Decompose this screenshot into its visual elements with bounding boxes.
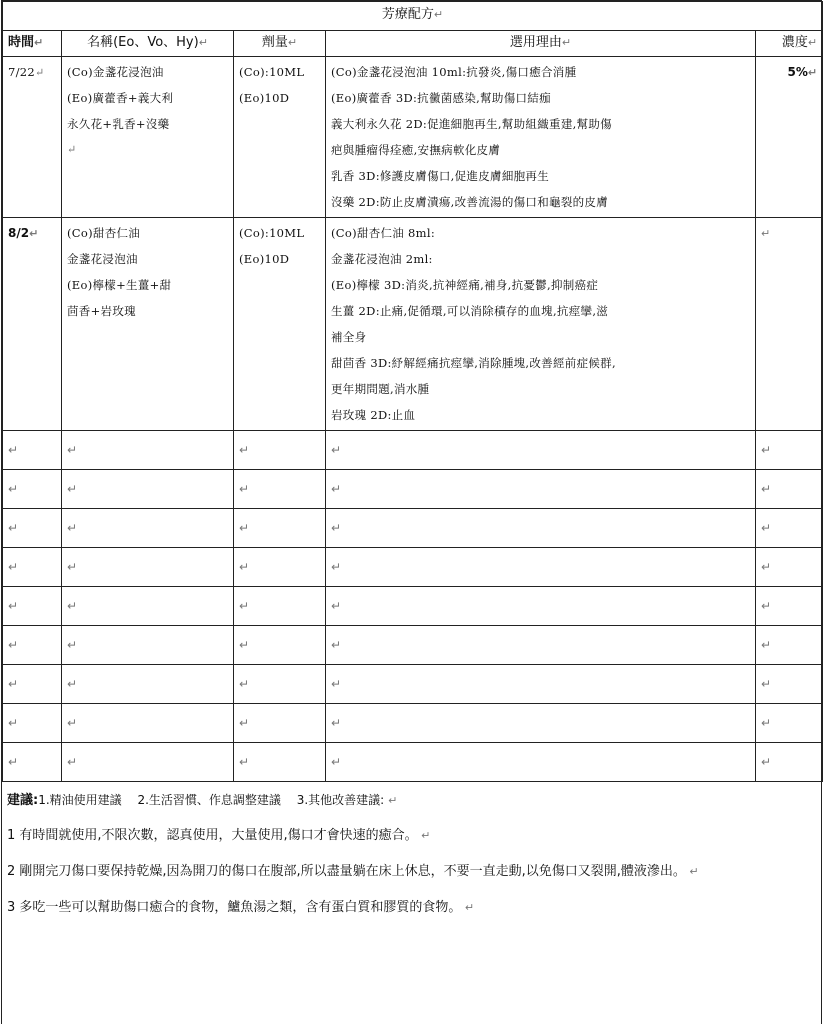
advice-section (2, 782, 821, 919)
reason-line: 沒藥 2D:防止皮膚潰瘍,改善流湯的傷口和龜裂的皮膚 (331, 195, 609, 209)
reason-line: (Eo)廣藿香 3D:抗黴菌感染,幫助傷口結痂 (331, 91, 551, 105)
empty-cell: ↵ (234, 548, 326, 587)
reason-line: 岩玫瑰 2D:止血 (331, 408, 416, 422)
concentration-text: 5% (787, 65, 808, 79)
paragraph-mark-icon: ↵ (417, 829, 431, 842)
empty-cell: ↵ (3, 587, 62, 626)
empty-cell: ↵ (756, 704, 823, 743)
reason-line: 義大利永久花 2D:促進細胞再生,幫助組織重建,幫助傷 (331, 117, 612, 131)
empty-row (3, 470, 823, 509)
empty-cell: ↵ (3, 548, 62, 587)
header-name (62, 31, 234, 57)
name-line: 金盞花浸泡油 (67, 252, 138, 266)
empty-cell: ↵ (756, 431, 823, 470)
row-concentration (756, 218, 823, 431)
paragraph-mark-icon: ↵ (35, 66, 45, 79)
empty-row (3, 743, 823, 782)
advice-heading (7, 790, 816, 811)
paragraph-mark-icon: ↵ (807, 36, 818, 49)
name-line: (Co)金盞花浸泡油 (67, 65, 164, 79)
paragraph-mark-icon: ↵ (287, 36, 298, 49)
empty-cell: ↵ (62, 548, 234, 587)
empty-row (3, 509, 823, 548)
empty-cell: ↵ (326, 626, 756, 665)
empty-cell: ↵ (62, 470, 234, 509)
paragraph-mark-icon: ↵ (34, 36, 44, 49)
paragraph-mark-icon: ↵ (561, 36, 572, 49)
advice-item-text: 2 剛開完刀傷口要保持乾燥,因為開刀的傷口在腹部,所以盡量躺在床上休息，不要一直走動,以免傷口又裂開,體液滲出。 (7, 864, 686, 879)
header-concentration-text: 濃度 (781, 35, 808, 50)
dosage-line: (Eo)10D (239, 91, 290, 105)
empty-row (3, 704, 823, 743)
empty-cell: ↵ (3, 509, 62, 548)
empty-cell: ↵ (62, 509, 234, 548)
document-page (1, 0, 822, 1024)
row-dosage (234, 57, 326, 218)
empty-cell: ↵ (756, 626, 823, 665)
row-dosage (234, 218, 326, 431)
paragraph-mark-icon: ↵ (461, 901, 475, 914)
empty-cell: ↵ (3, 626, 62, 665)
empty-cell: ↵ (62, 431, 234, 470)
empty-cell: ↵ (756, 470, 823, 509)
empty-cell: ↵ (62, 704, 234, 743)
empty-cell: ↵ (326, 470, 756, 509)
header-concentration (756, 31, 823, 57)
empty-cell: ↵ (234, 587, 326, 626)
reason-line: 疤與腫瘤得痊癒,安撫病軟化皮膚 (331, 143, 501, 157)
empty-cell: ↵ (756, 665, 823, 704)
header-date (3, 31, 62, 57)
empty-cell: ↵ (62, 626, 234, 665)
advice-item (7, 897, 816, 919)
empty-cell: ↵ (3, 470, 62, 509)
empty-row (3, 431, 823, 470)
reason-line: (Co)金盞花浸泡油 10ml:抗發炎,傷口癒合消腫 (331, 65, 577, 79)
empty-cell: ↵ (234, 431, 326, 470)
header-date-text: 時間 (8, 35, 35, 50)
advice-item-text: 1 有時間就使用,不限次數，認真使用，大量使用,傷口才會快速的癒合。 (7, 828, 418, 843)
advice-item (7, 825, 816, 847)
row-reasons (326, 57, 756, 218)
header-reason-text: 選用理由 (509, 35, 562, 50)
row-date (3, 218, 62, 431)
aromatherapy-table (2, 1, 823, 782)
empty-cell: ↵ (62, 665, 234, 704)
paragraph-mark-icon: ↵ (807, 66, 818, 79)
reason-line: (Co)甜杏仁油 8ml: (331, 226, 436, 240)
dosage-line: (Co):10ML (239, 65, 305, 79)
advice-item-text: 3 多吃一些可以幫助傷口癒合的食物，鱸魚湯之類，含有蛋白質和膠質的食物。 (7, 900, 462, 915)
empty-cell: ↵ (234, 470, 326, 509)
paragraph-mark-icon: ↵ (685, 865, 699, 878)
table-title-text: 芳療配方 (381, 7, 434, 22)
paragraph-mark-icon: ↵ (67, 143, 77, 156)
table-title (3, 2, 823, 31)
empty-cell: ↵ (234, 509, 326, 548)
empty-cell: ↵ (3, 431, 62, 470)
empty-cell: ↵ (62, 743, 234, 782)
empty-cell: ↵ (756, 509, 823, 548)
empty-cell: ↵ (756, 548, 823, 587)
reason-line: 生薑 2D:止痛,促循環,可以消除積存的血塊,抗痙攣,滋 (331, 304, 609, 318)
row-names (62, 57, 234, 218)
paragraph-mark-icon: ↵ (198, 36, 208, 49)
header-dosage-text: 劑量 (261, 35, 288, 50)
row-concentration (756, 57, 823, 218)
empty-cell: ↵ (326, 509, 756, 548)
empty-cell: ↵ (326, 665, 756, 704)
header-reason (326, 31, 756, 57)
empty-cell: ↵ (326, 431, 756, 470)
empty-cell: ↵ (326, 548, 756, 587)
reason-line: 乳香 3D:修護皮膚傷口,促進皮膚細胞再生 (331, 169, 550, 183)
row-names (62, 218, 234, 431)
dosage-line: (Co):10ML (239, 226, 305, 240)
reason-line: 甜茴香 3D:紓解經痛抗痙攣,消除腫塊,改善經前症候群, (331, 356, 616, 370)
empty-cell: ↵ (3, 704, 62, 743)
advice-item (7, 861, 816, 883)
advice-categories: 1.精油使用建議 2.生活習慣、作息調整建議 3.其他改善建議: (38, 793, 385, 807)
dosage-line: (Eo)10D (239, 252, 290, 266)
header-dosage (234, 31, 326, 57)
empty-cell: ↵ (3, 743, 62, 782)
empty-cell: ↵ (756, 587, 823, 626)
header-name-text: 名稱(Eo、Vo、Hy) (87, 35, 199, 50)
empty-row (3, 587, 823, 626)
table-row (3, 57, 823, 218)
reason-line: 金盞花浸泡油 2ml: (331, 252, 433, 266)
reason-line: (Eo)檸檬 3D:消炎,抗神經痛,補身,抗憂鬱,抑制癌症 (331, 278, 599, 292)
empty-cell: ↵ (326, 743, 756, 782)
empty-cell: ↵ (234, 626, 326, 665)
empty-row (3, 665, 823, 704)
empty-cell: ↵ (234, 665, 326, 704)
row-date (3, 57, 62, 218)
advice-label: 建議: (7, 793, 39, 808)
empty-cell: ↵ (3, 665, 62, 704)
name-line: (Eo)廣藿香+義大利 (67, 91, 174, 105)
empty-cell: ↵ (326, 704, 756, 743)
paragraph-mark-icon: ↵ (433, 8, 444, 21)
name-line: (Co)甜杏仁油 (67, 226, 141, 240)
paragraph-mark-icon: ↵ (388, 794, 398, 807)
reason-line: 更年期問題,消水腫 (331, 382, 430, 396)
table-row (3, 218, 823, 431)
header-row (3, 31, 823, 57)
name-line: 永久花+乳香+沒藥 (67, 117, 170, 131)
empty-cell: ↵ (62, 587, 234, 626)
paragraph-mark-icon: ↵ (29, 227, 39, 240)
row-reasons (326, 218, 756, 431)
empty-cell: ↵ (234, 704, 326, 743)
empty-cell: ↵ (234, 743, 326, 782)
row-date-text: 8/2 (8, 226, 30, 240)
paragraph-mark-icon: ↵ (761, 227, 771, 240)
name-line: 茴香+岩玫瑰 (67, 304, 136, 318)
empty-row (3, 626, 823, 665)
empty-cell: ↵ (756, 743, 823, 782)
name-line: (Eo)檸檬+生薑+甜 (67, 278, 172, 292)
row-date-text: 7/22 (8, 65, 36, 79)
empty-row (3, 548, 823, 587)
reason-line: 補全身 (331, 330, 367, 344)
empty-cell: ↵ (326, 587, 756, 626)
